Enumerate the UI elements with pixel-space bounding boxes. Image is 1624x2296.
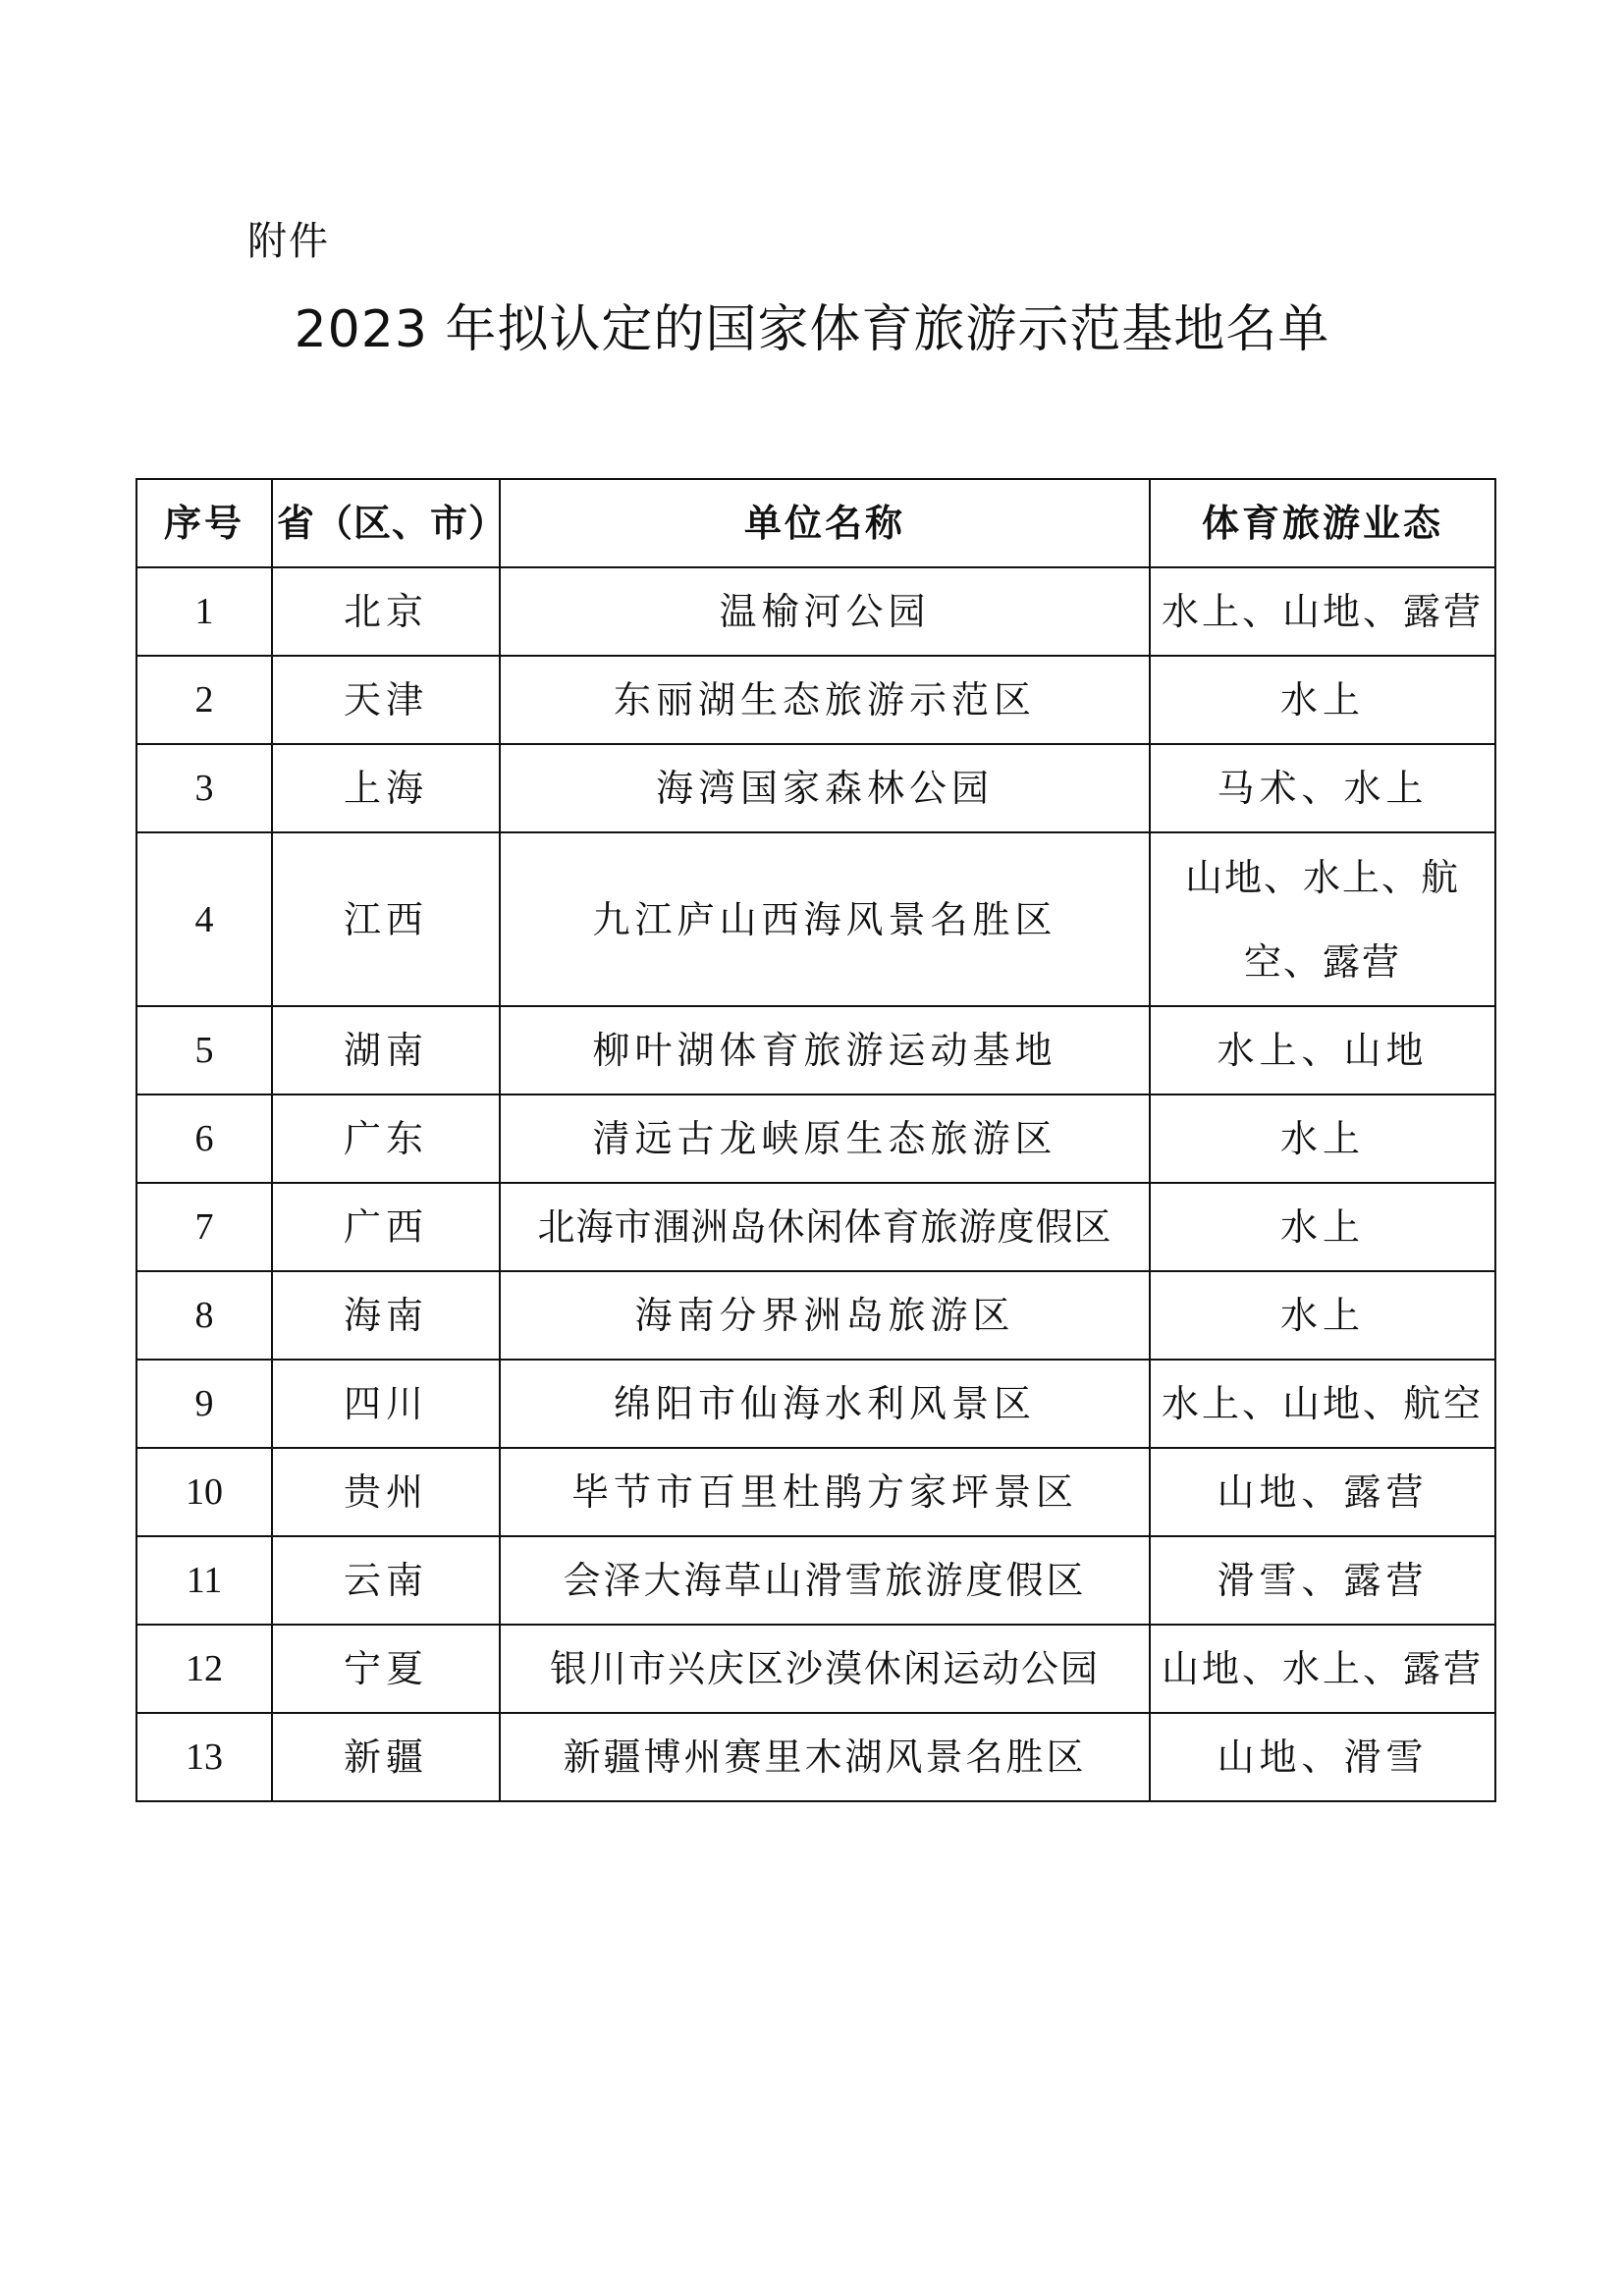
column-header-sport-forms: 体育旅游业态: [1150, 479, 1495, 567]
table-row: [136, 1536, 1495, 1625]
row-number: 7: [136, 1183, 272, 1271]
row-sport-forms: 山地、露营: [1150, 1448, 1495, 1536]
attachment-label: 附件: [247, 219, 330, 264]
table-header-row: [136, 479, 1495, 567]
row-number: 1: [136, 567, 272, 656]
row-number: 9: [136, 1360, 272, 1448]
row-number: 13: [136, 1713, 272, 1801]
row-unit-name: 九江庐山西海风景名胜区: [500, 832, 1150, 1006]
row-sport-forms: 水上: [1150, 1183, 1495, 1271]
row-province: 北京: [272, 567, 500, 656]
row-province: 上海: [272, 744, 500, 832]
column-header-no: 序号: [136, 479, 272, 567]
table-row: [136, 1713, 1495, 1801]
row-sport-forms: 水上: [1150, 1271, 1495, 1360]
row-sport-forms: [1150, 832, 1495, 1006]
row-unit-name: 绵阳市仙海水利风景区: [500, 1360, 1150, 1448]
row-unit-name: 北海市涠洲岛休闲体育旅游度假区: [500, 1183, 1150, 1271]
row-unit-name: 温榆河公园: [500, 567, 1150, 656]
row-sport-forms: 水上、山地、航空: [1150, 1360, 1495, 1448]
row-number: 10: [136, 1448, 272, 1536]
row-number: 11: [136, 1536, 272, 1625]
table-row: [136, 1006, 1495, 1095]
row-sport-forms: 水上、山地: [1150, 1006, 1495, 1095]
row-province: 新疆: [272, 1713, 500, 1801]
row-province: 广西: [272, 1183, 500, 1271]
table-row: [136, 1095, 1495, 1183]
row-number: 2: [136, 656, 272, 744]
row-unit-name: 银川市兴庆区沙漠休闲运动公园: [500, 1625, 1150, 1713]
row-number: 8: [136, 1271, 272, 1360]
row-province: 云南: [272, 1536, 500, 1625]
row-province: 天津: [272, 656, 500, 744]
table-row: [136, 1183, 1495, 1271]
row-number: 4: [136, 832, 272, 1006]
table-row: [136, 1448, 1495, 1536]
table-row: [136, 567, 1495, 656]
row-unit-name: 毕节市百里杜鹃方家坪景区: [500, 1448, 1150, 1536]
base-list-table: [135, 478, 1496, 1802]
row-number: 12: [136, 1625, 272, 1713]
row-sport-forms: 滑雪、露营: [1150, 1536, 1495, 1625]
row-sport-forms-text: 山地、水上、航空、露营: [1184, 855, 1460, 984]
row-number: 5: [136, 1006, 272, 1095]
row-sport-forms: 山地、滑雪: [1150, 1713, 1495, 1801]
row-unit-name: 会泽大海草山滑雪旅游度假区: [500, 1536, 1150, 1625]
row-unit-name: 清远古龙峡原生态旅游区: [500, 1095, 1150, 1183]
row-province: 广东: [272, 1095, 500, 1183]
row-unit-name: 海湾国家森林公园: [500, 744, 1150, 832]
column-header-unit-name: 单位名称: [500, 479, 1150, 567]
row-unit-name: 海南分界洲岛旅游区: [500, 1271, 1150, 1360]
table-row: [136, 656, 1495, 744]
column-header-province: 省（区、市）: [272, 479, 500, 567]
table-row: [136, 744, 1495, 832]
row-province: 四川: [272, 1360, 500, 1448]
table-row: [136, 1271, 1495, 1360]
document-title: 2023 年拟认定的国家体育旅游示范基地名单: [294, 300, 1330, 359]
table-row: [136, 832, 1495, 1006]
row-province: 贵州: [272, 1448, 500, 1536]
row-number: 3: [136, 744, 272, 832]
row-sport-forms: 水上: [1150, 656, 1495, 744]
row-sport-forms: 水上: [1150, 1095, 1495, 1183]
row-sport-forms: 山地、水上、露营: [1150, 1625, 1495, 1713]
row-province: 湖南: [272, 1006, 500, 1095]
row-unit-name: 东丽湖生态旅游示范区: [500, 656, 1150, 744]
row-unit-name: 柳叶湖体育旅游运动基地: [500, 1006, 1150, 1095]
row-number: 6: [136, 1095, 272, 1183]
row-unit-name: 新疆博州赛里木湖风景名胜区: [500, 1713, 1150, 1801]
row-sport-forms: 马术、水上: [1150, 744, 1495, 832]
table-row: [136, 1360, 1495, 1448]
row-province: 宁夏: [272, 1625, 500, 1713]
row-province: 海南: [272, 1271, 500, 1360]
row-sport-forms: 水上、山地、露营: [1150, 567, 1495, 656]
row-province: 江西: [272, 832, 500, 1006]
table-row: [136, 1625, 1495, 1713]
